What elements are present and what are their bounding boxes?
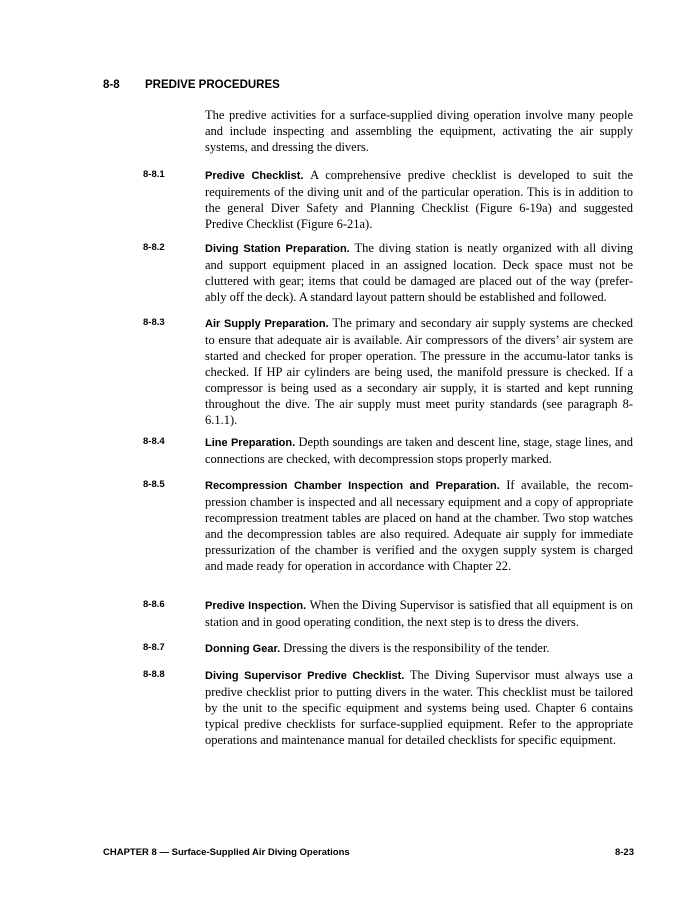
subsection-paragraph <box>205 315 633 428</box>
subsection-paragraph <box>205 640 633 657</box>
section-number: 8-8 <box>103 79 120 91</box>
subsection-number: 8-8.3 <box>143 317 165 328</box>
subsection-body: If available, the recom-pression chamber is inspected and all necessary equipment and a copy of appropriate recompression treatment tables are placed on hand at the chamber. Two stop watches and the decompression tables are also required. Adequate air supply for immediate pressurization of the chamber is verified and the oxygen supply system is charged and made ready for operation in accordance with Chapter 22. <box>205 478 633 573</box>
subsection-paragraph <box>205 240 633 305</box>
subsection-title: Diving Supervisor Predive Checklist. <box>205 670 405 682</box>
subsection-body: The Diving Supervisor must always use a predive checklist prior to putting divers in the water. This checklist must be tailored by the unit to the specific equipment and systems being used. Chapter 6 contains typical predive checklists for surface-supplied equipment. Refer to the appropriate operations and maintenance manual for detailed checklists for specific equipment. <box>205 668 633 747</box>
subsection-body: The diving station is neatly organized with all diving and support equipment placed in an assigned location. Deck space must not be cluttered with gear; items that could be damaged are placed out of the way (prefer-ably off the deck). A standard layout pattern should be established and followed. <box>205 241 633 304</box>
subsection-number: 8-8.7 <box>143 642 165 653</box>
subsection-number: 8-8.2 <box>143 242 165 253</box>
subsection-title: Predive Checklist. <box>205 170 304 182</box>
subsection-paragraph <box>205 597 633 630</box>
subsection-number: 8-8.5 <box>143 479 165 490</box>
subsection-body: Dressing the divers is the responsibility of the tender. <box>283 641 550 655</box>
subsection-paragraph <box>205 477 633 574</box>
subsection-number: 8-8.8 <box>143 669 165 680</box>
footer-page-number: 8-23 <box>614 847 634 858</box>
subsection-body: A comprehensive predive checklist is developed to suit the requirements of the diving unit and of the particular operation. This is in addition to the general Diver Safety and Planning Checklist (Figure 6-19a) and suggested Predive Checklist (Figure 6-21a). <box>205 168 633 231</box>
section-heading <box>103 79 280 91</box>
subsection-title: Line Preparation. <box>205 437 296 449</box>
subsection-title: Donning Gear. <box>205 643 281 655</box>
subsection-body: The primary and secondary air supply systems are checked to ensure that adequate air is available. Air compressors of the divers’ air system are started and checked for proper operation. The pressure in the accumu-lator tanks is checked. If HP air cylinders are being used, the manifold pressure is checked. If a compressor is being used as a secondary air supply, it is started and kept running throughout the dive. The air supply must meet purity standards (see paragraph 8-6.1.1). <box>205 316 633 427</box>
subsection-paragraph <box>205 434 633 467</box>
subsection-number: 8-8.1 <box>143 169 165 180</box>
subsection-title: Diving Station Preparation. <box>205 243 350 255</box>
subsection-paragraph <box>205 667 633 748</box>
subsection-title: Recompression Chamber Inspection and Preparation. <box>205 480 500 492</box>
subsection-body: Depth soundings are taken and descent line, stage, stage lines, and connections are checked, with decompression stops properly marked. <box>205 435 633 466</box>
subsection-title: Predive Inspection. <box>205 600 307 612</box>
section-title: PREDIVE PROCEDURES <box>145 79 280 91</box>
subsection-title: Air Supply Preparation. <box>205 318 329 330</box>
subsection-paragraph <box>205 167 633 232</box>
subsection-number: 8-8.6 <box>143 599 165 610</box>
subsection-number: 8-8.4 <box>143 436 165 447</box>
subsection-body: When the Diving Supervisor is satisfied that all equipment is on station and in good operating condition, the next step is to dress the divers. <box>205 598 633 629</box>
footer-chapter: CHAPTER 8 — Surface-Supplied Air Diving Operations <box>103 847 350 858</box>
section-intro: The predive activities for a surface-supplied diving operation involve many people and include inspecting and assembling the equipment, activating the air supply systems, and dressing the divers. <box>205 108 633 154</box>
